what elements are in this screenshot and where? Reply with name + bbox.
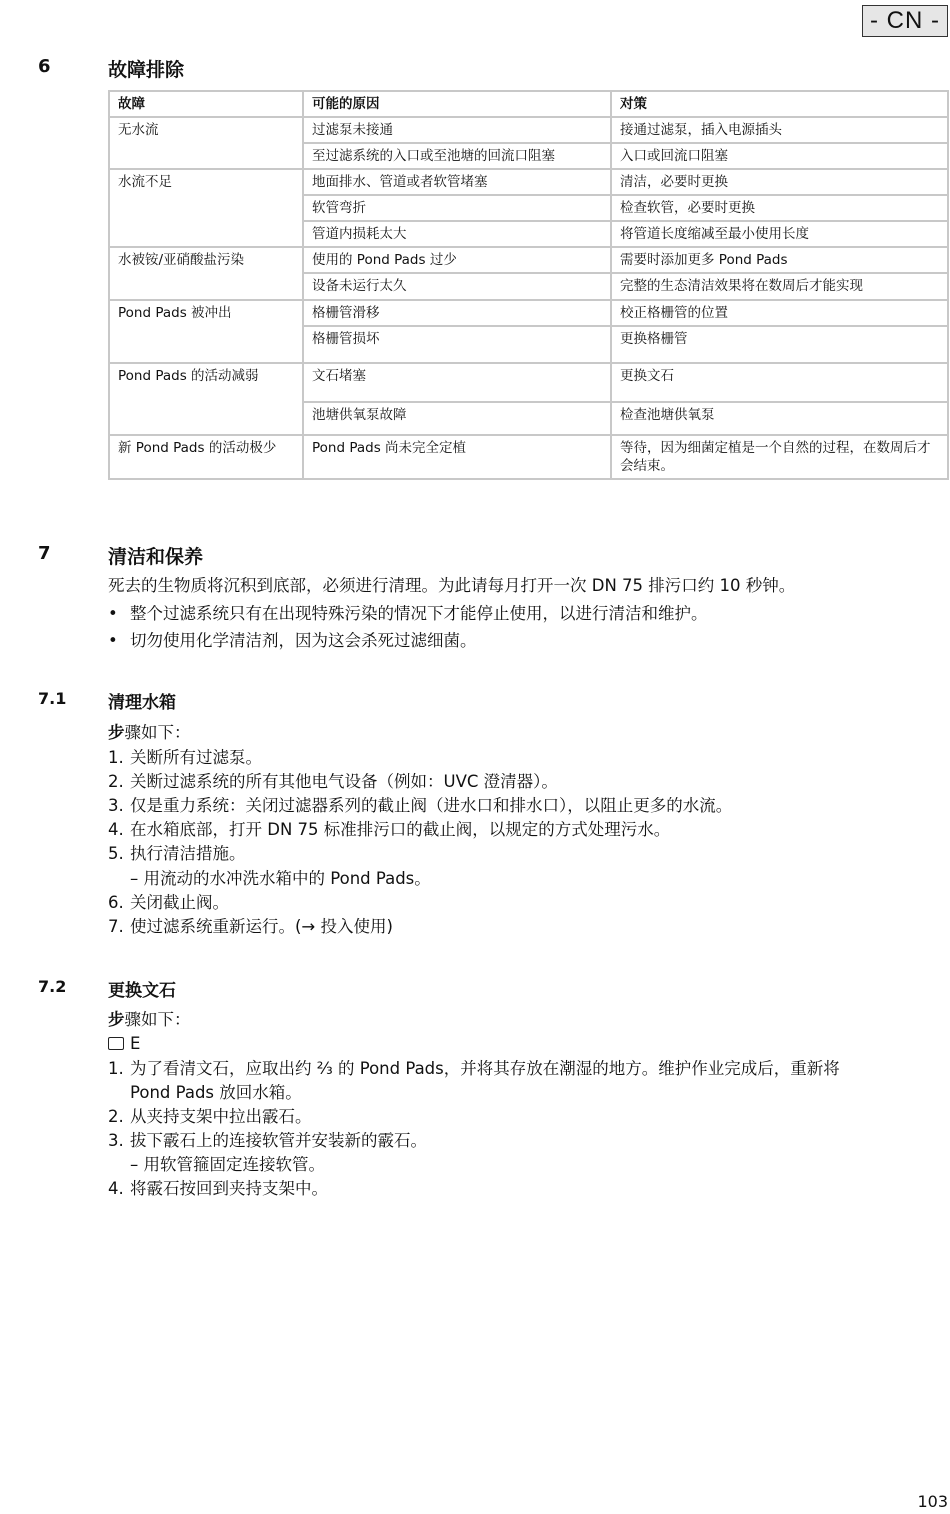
bullet-item	[108, 629, 477, 653]
equipment-box-icon	[108, 1037, 124, 1050]
language-badge: - CN -	[862, 5, 948, 37]
cause-cell: 地面排水、管道或者软管堵塞	[303, 169, 611, 195]
remedy-cell: 更换格栅管	[611, 326, 948, 363]
page-number: 103	[917, 1492, 948, 1511]
bullet-text: 整个过滤系统只有在出现特殊污染的情况下才能停止使用，以进行清洁和维护。	[130, 604, 708, 623]
step-number: 7.	[108, 917, 124, 936]
table-row	[109, 363, 948, 402]
step-text: 关断过滤系统的所有其他电气设备（例如：UVC 澄清器）。	[130, 772, 558, 791]
step-text: 仅是重力系统：关闭过滤器系列的截止阀（进水口和排水口），以阻止更多的水流。	[130, 796, 733, 815]
table-row	[109, 143, 948, 169]
header-fault: 故障	[109, 91, 303, 117]
fault-cell	[109, 195, 303, 221]
fault-cell: 新 Pond Pads 的活动极少	[109, 435, 303, 479]
table-header-row	[109, 91, 948, 117]
step-number: 4.	[108, 1179, 124, 1198]
step-item	[108, 794, 938, 818]
section-title: 故障排除	[108, 59, 185, 81]
header-cause: 可能的原因	[303, 91, 611, 117]
step-number: 6.	[108, 893, 124, 912]
troubleshooting-table	[108, 90, 949, 480]
section-number: 6	[38, 56, 51, 77]
cause-cell: 至过滤系统的入口或至池塘的回流口阻塞	[303, 143, 611, 169]
fault-cell: 水被铵/亚硝酸盐污染	[109, 247, 303, 273]
cause-cell: 设备未运行太久	[303, 273, 611, 300]
step-item	[108, 1057, 938, 1081]
step-item	[108, 746, 938, 770]
subsection-number: 7.2	[38, 977, 67, 996]
step-text: 关闭截止阀。	[130, 893, 229, 912]
step-text: 为了看清文石，应取出约 ⅔ 的 Pond Pads，并将其存放在潮湿的地方。维护作业完成后，重新将	[130, 1059, 840, 1078]
table-row	[109, 221, 948, 247]
step-item	[108, 891, 938, 915]
remedy-cell: 校正格栅管的位置	[611, 300, 948, 326]
step-text: 从夹持支架中拉出霰石。	[130, 1107, 312, 1126]
fault-cell: Pond Pads 的活动减弱	[109, 363, 303, 402]
equipment-marker	[108, 1032, 140, 1056]
steps-intro	[108, 721, 191, 745]
remedy-cell: 清洁，必要时更换	[611, 169, 948, 195]
section-number: 7	[38, 543, 51, 564]
bullet-icon: •	[108, 631, 118, 650]
sub-step: – 用软管箍固定连接软管。	[130, 1155, 325, 1174]
table-row	[109, 273, 948, 300]
remedy-cell: 需要时添加更多 Pond Pads	[611, 247, 948, 273]
cause-cell: 管道内损耗太大	[303, 221, 611, 247]
cause-cell: 过滤泵未接通	[303, 117, 611, 143]
table-row	[109, 402, 948, 435]
cause-cell: 格栅管滑移	[303, 300, 611, 326]
remedy-cell: 将管道长度缩减至最小使用长度	[611, 221, 948, 247]
section-intro: 死去的生物质将沉积到底部，必须进行清理。为此请每月打开一次 DN 75 排污口约 10 秒钟。	[108, 576, 796, 595]
table-row	[109, 169, 948, 195]
cause-cell: 软管弯折	[303, 195, 611, 221]
sub-step: – 用流动的水冲洗水箱中的 Pond Pads。	[130, 869, 431, 888]
cause-cell: 文石堵塞	[303, 363, 611, 402]
intro-rest: 骤如下：	[124, 1010, 191, 1029]
intro-rest: 骤如下：	[124, 723, 191, 742]
fault-cell: 无水流	[109, 117, 303, 143]
fault-cell	[109, 143, 303, 169]
step-text: 使过滤系统重新运行。(→ 投入使用)	[130, 917, 393, 936]
subsection-title: 更换文石	[108, 981, 176, 1001]
cause-cell: 格栅管损坏	[303, 326, 611, 363]
intro-bold: 步	[108, 723, 125, 742]
fault-cell	[109, 326, 303, 363]
step-item	[108, 1129, 938, 1153]
step-text: 关断所有过滤泵。	[130, 748, 262, 767]
table-row	[109, 300, 948, 326]
remedy-cell: 检查软管，必要时更换	[611, 195, 948, 221]
table-row	[109, 117, 948, 143]
fault-cell	[109, 273, 303, 300]
fault-cell	[109, 402, 303, 435]
step-item	[108, 818, 938, 842]
remedy-cell: 等待，因为细菌定植是一个自然的过程，在数周后才会结束。	[611, 435, 948, 479]
table-row	[109, 195, 948, 221]
subsection-title: 清理水箱	[108, 693, 176, 713]
table-row	[109, 326, 948, 363]
step-number: 2.	[108, 772, 124, 791]
step-continuation: Pond Pads 放回水箱。	[130, 1083, 302, 1102]
intro-bold: 步	[108, 1010, 125, 1029]
remedy-cell: 检查池塘供氧泵	[611, 402, 948, 435]
cause-cell: 池塘供氧泵故障	[303, 402, 611, 435]
step-number: 5.	[108, 844, 124, 863]
cause-cell: 使用的 Pond Pads 过少	[303, 247, 611, 273]
remedy-cell: 入口或回流口阻塞	[611, 143, 948, 169]
cause-cell: Pond Pads 尚未完全定植	[303, 435, 611, 479]
bullet-text: 切勿使用化学清洁剂，因为这会杀死过滤细菌。	[130, 631, 477, 650]
step-number: 3.	[108, 796, 124, 815]
fault-cell: Pond Pads 被冲出	[109, 300, 303, 326]
step-text: 在水箱底部，打开 DN 75 标准排污口的截止阀，以规定的方式处理污水。	[130, 820, 671, 839]
step-text: 拔下霰石上的连接软管并安装新的霰石。	[130, 1131, 427, 1150]
table-row	[109, 247, 948, 273]
steps-intro	[108, 1008, 191, 1032]
step-item	[108, 770, 938, 794]
fault-cell	[109, 221, 303, 247]
fault-cell: 水流不足	[109, 169, 303, 195]
step-number: 4.	[108, 820, 124, 839]
bullet-item	[108, 602, 708, 626]
equipment-label: E	[130, 1034, 141, 1053]
step-item	[108, 1177, 938, 1201]
table-row	[109, 435, 948, 479]
step-text: 将霰石按回到夹持支架中。	[130, 1179, 328, 1198]
remedy-cell: 接通过滤泵，插入电源插头	[611, 117, 948, 143]
subsection-number: 7.1	[38, 689, 67, 708]
remedy-cell: 完整的生态清洁效果将在数周后才能实现	[611, 273, 948, 300]
step-number: 1.	[108, 748, 124, 767]
bullet-icon: •	[108, 604, 118, 623]
remedy-cell: 更换文石	[611, 363, 948, 402]
step-item	[108, 1105, 938, 1129]
section-title: 清洁和保养	[108, 546, 204, 568]
step-text: 执行清洁措施。	[130, 844, 246, 863]
step-item	[108, 842, 938, 866]
step-item	[108, 915, 938, 939]
step-number: 3.	[108, 1131, 124, 1150]
step-number: 2.	[108, 1107, 124, 1126]
step-number: 1.	[108, 1059, 124, 1078]
header-remedy: 对策	[611, 91, 948, 117]
